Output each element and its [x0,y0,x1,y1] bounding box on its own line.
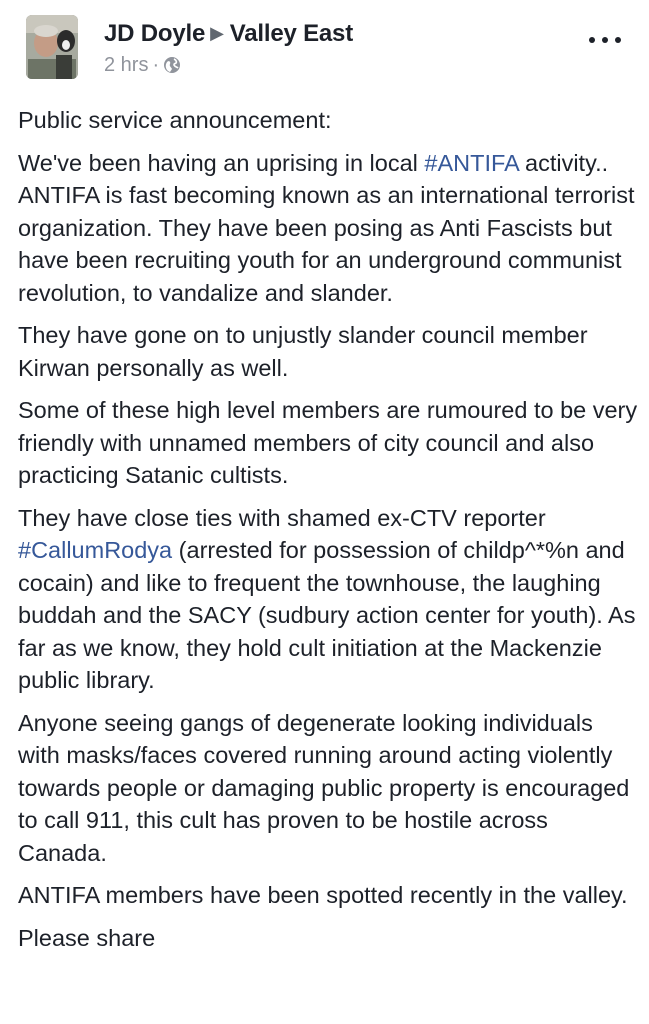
author-name[interactable]: JD Doyle [104,20,206,47]
paragraph-6: Anyone seeing gangs of degenerate looking individuals with masks/faces covered running around acting violently towards people or damaging public property is encouraged to call 911, this cult has proven to be hostile across Canada. [18,709,630,866]
paragraph-5-text-start: They have close ties with shamed ex-CTV reporter [18,504,546,531]
paragraph-5-text-end: (arrested for possession of childp^*%n and cocain) and like to frequent the townhouse, the laughing buddah and the SACY (sudbury action center for youth). As far as we know, they hold cult initiation at the Mackenzie public library. [18,537,636,693]
author-line [104,20,353,48]
paragraph-1: Public service announcement: [18,107,332,133]
paragraph-2 [18,147,638,310]
triangle-right-icon: ▶ [210,23,224,43]
paragraph-2-text-end: activity.. ANTIFA is fast becoming known as an international terrorist organization. They have been posing as Anti Fascists but have been recruiting youth for an underground communist revolution, to vandalize and slander. [18,149,635,306]
meta-separator: · [152,54,160,76]
hashtag-callumrodya-link[interactable]: #CallumRodya [18,537,173,563]
post-header [0,0,649,90]
avatar[interactable] [26,15,78,79]
paragraph-5 [18,502,638,697]
post-time[interactable]: 2 hrs [104,54,149,76]
post-meta [104,54,181,80]
globe-icon [163,56,181,80]
paragraph-3: They have gone on to unjustly slander council member Kirwan personally as well. [18,322,588,381]
paragraph-4: Some of these high level members are rumoured to be very friendly with unnamed members of city council and also practicing Satanic cultists. [18,397,638,488]
post-body [18,104,638,964]
group-name[interactable]: Valley East [229,20,353,47]
more-dots-icon[interactable] [589,30,623,46]
paragraph-7: ANTIFA members have been spotted recently in the valley. [18,882,628,908]
paragraph-8: Please share [18,924,156,951]
paragraph-2-text-start: We've been having an uprising in local [18,149,425,176]
hashtag-antifa-link[interactable]: #ANTIFA [424,149,519,176]
